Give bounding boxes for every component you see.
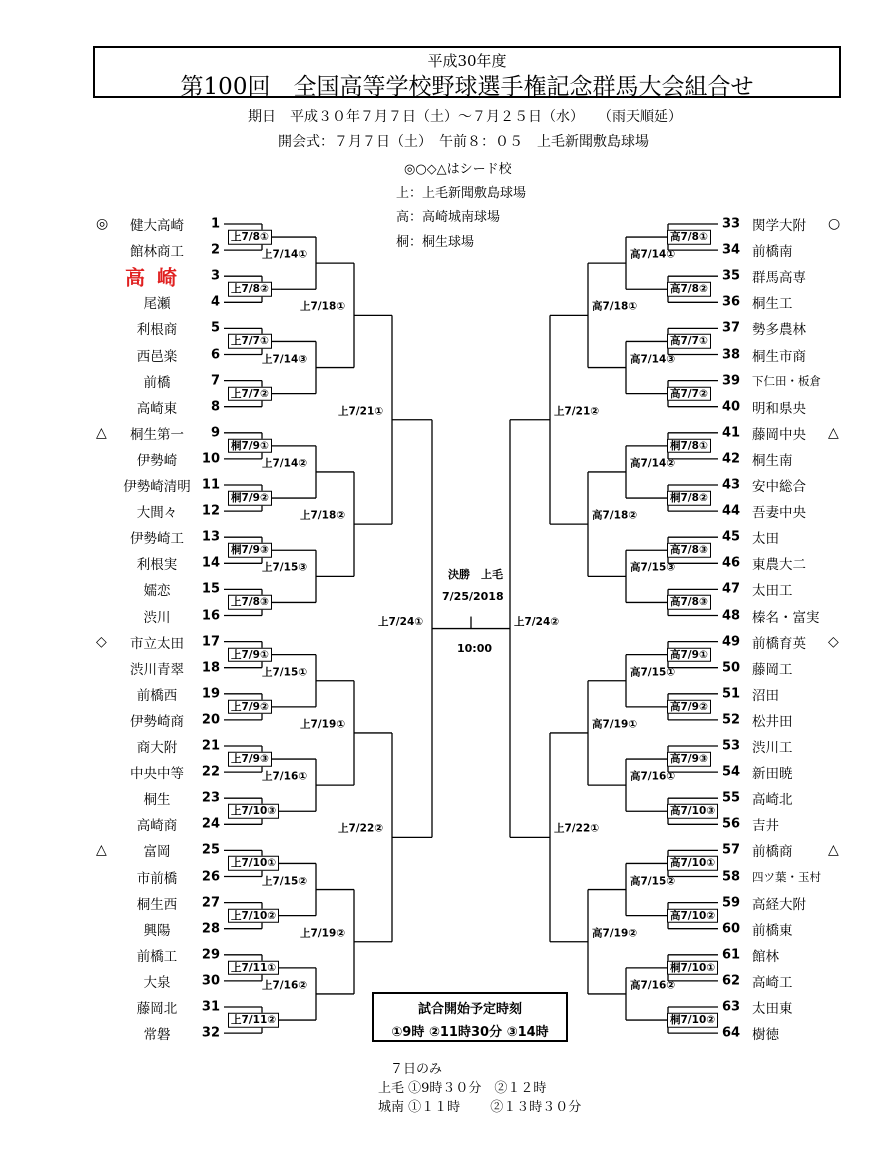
team-number: 55 — [722, 790, 741, 806]
team-number: 42 — [722, 451, 741, 467]
team-name: 伊勢崎 — [136, 452, 178, 469]
team-number: 44 — [722, 503, 741, 519]
match-label: 高7/18① — [592, 300, 638, 313]
match-label: 高7/16① — [630, 770, 676, 783]
team-number: 35 — [722, 268, 741, 284]
team-number: 9 — [210, 425, 220, 441]
match-label: 上7/19① — [300, 718, 346, 731]
team-name: 嬬恋 — [143, 583, 171, 600]
team-name: 館林商工 — [130, 244, 184, 261]
stadium-legend: 桐：桐生球場 — [396, 235, 475, 250]
match-label: 上7/9③ — [228, 752, 272, 767]
team-name: 前橋育英 — [752, 635, 806, 652]
team-number: 28 — [201, 921, 220, 937]
team-name: 渋川青翠 — [130, 661, 184, 678]
team-name: 太田 — [752, 531, 779, 548]
team-name: 群馬高専 — [752, 270, 806, 287]
match-label: 高7/14③ — [630, 353, 676, 366]
match-label: 上7/18① — [300, 300, 346, 313]
team-name: 勢多農林 — [752, 322, 806, 339]
match-label: 上7/10② — [228, 908, 279, 923]
team-name: 太田工 — [752, 583, 793, 600]
team-number: 46 — [722, 555, 741, 571]
team-number: 30 — [201, 973, 220, 989]
match-label: 桐7/9② — [228, 491, 272, 506]
team-number: 50 — [722, 660, 741, 676]
team-name: 伊勢崎清明 — [123, 479, 191, 495]
match-label: 桐7/9① — [228, 439, 272, 454]
team-number: 15 — [201, 581, 220, 597]
team-name: 桐生市商 — [752, 348, 806, 365]
match-label: 高7/18② — [592, 509, 638, 522]
match-label: 高7/14① — [630, 248, 676, 261]
match-label: 高7/7① — [667, 334, 711, 349]
team-name: 下仁田・板倉 — [752, 373, 821, 388]
team-number: 36 — [722, 294, 741, 310]
team-number: 20 — [201, 712, 220, 728]
team-name: 桐生西 — [136, 896, 178, 913]
team-name: 高崎商 — [136, 818, 178, 835]
note-line: 上毛 ①9時３０分 ②１２時 — [378, 1081, 547, 1096]
team-number: 40 — [722, 399, 741, 415]
team-number: 61 — [722, 947, 741, 963]
team-name: 伊勢崎商 — [130, 713, 184, 730]
match-label: 高7/15③ — [630, 561, 676, 574]
seed-mark: ○ — [828, 216, 841, 232]
team-number: 33 — [722, 216, 741, 232]
note-line: 城南 ①１１時 ②１３時３０分 — [378, 1100, 582, 1115]
team-number: 23 — [201, 790, 220, 806]
team-name: 大間々 — [136, 505, 178, 522]
match-label: 高7/8① — [667, 230, 711, 245]
team-name: 前橋商 — [752, 844, 793, 861]
team-name: 太田東 — [752, 1001, 793, 1017]
team-number: 31 — [201, 999, 220, 1015]
team-number: 14 — [201, 555, 220, 571]
team-name: 沼田 — [752, 687, 779, 704]
match-label: 高7/19② — [592, 927, 638, 940]
match-label: 高7/10③ — [667, 804, 718, 819]
match-label: 高7/15① — [630, 666, 676, 679]
page-title: 第100回 全国高等学校野球選手権記念群馬大会組合せ — [180, 74, 754, 100]
team-number: 11 — [201, 477, 220, 493]
team-number: 6 — [210, 347, 220, 362]
team-number: 10 — [201, 451, 220, 467]
team-number: 19 — [201, 686, 220, 702]
team-number: 38 — [722, 347, 741, 362]
team-number: 1 — [210, 216, 220, 232]
team-name: 桐生南 — [752, 452, 793, 469]
match-label: 上7/22② — [338, 822, 384, 835]
team-number: 63 — [722, 999, 741, 1015]
team-name: 吾妻中央 — [752, 505, 806, 522]
team-name: 東農大二 — [752, 557, 806, 574]
team-number: 59 — [722, 895, 741, 911]
match-label: 高7/9③ — [667, 752, 711, 767]
match-label: 高7/8③ — [667, 595, 711, 610]
match-label: 上7/14① — [262, 248, 308, 261]
match-label: 上7/10③ — [228, 804, 279, 819]
team-name: 常磐 — [143, 1027, 171, 1044]
team-number: 64 — [722, 1025, 741, 1041]
match-label: 上7/8② — [228, 282, 272, 297]
match-label: 上7/16② — [262, 979, 308, 992]
team-name: 商大附 — [136, 740, 178, 756]
match-label: 上7/7① — [228, 334, 272, 349]
team-number: 25 — [201, 842, 220, 858]
match-label: 上7/7② — [228, 386, 272, 401]
opening-ceremony: 開会式：７月７日（土） 午前８：０５ 上毛新聞敷島球場 — [278, 134, 649, 150]
match-label: 上7/9① — [228, 647, 272, 662]
match-label: 上7/16① — [262, 770, 308, 783]
team-name: 興陽 — [143, 922, 171, 939]
match-label: 桐7/9③ — [228, 543, 272, 558]
match-label: 高7/9② — [667, 700, 711, 715]
match-label: 上7/22① — [554, 822, 600, 835]
team-name: 中央中等 — [130, 766, 184, 783]
final-time: 10:00 — [457, 642, 493, 655]
match-label: 上7/21② — [554, 405, 600, 418]
team-number: 58 — [722, 869, 741, 884]
team-name: 桐生工 — [752, 296, 793, 313]
team-number: 4 — [210, 294, 220, 310]
stadium-legend: 高：高崎城南球場 — [396, 210, 501, 225]
tournament-dates: 期日 平成３０年７月７日（土）～７月２５日（水） （雨天順延） — [248, 109, 682, 125]
team-number: 12 — [201, 503, 220, 519]
team-number: 16 — [201, 608, 220, 623]
seed-mark: ◎ — [96, 216, 109, 232]
team-name: 前橋東 — [752, 922, 793, 939]
team-name: 榛名・富実 — [752, 609, 820, 626]
team-name: 藤岡工 — [752, 661, 793, 678]
note-line: ７日のみ — [390, 1062, 443, 1077]
match-label: 上7/11① — [228, 961, 279, 976]
team-name: 前橋工 — [136, 948, 178, 965]
team-name: 大泉 — [143, 974, 171, 991]
stadium-legend: 上：上毛新聞敷島球場 — [396, 186, 527, 201]
team-name: 吉井 — [752, 818, 779, 835]
team-name: 市前橋 — [136, 870, 178, 887]
team-number: 60 — [722, 921, 741, 937]
match-label: 上7/15② — [262, 875, 308, 888]
team-number: 54 — [722, 764, 741, 780]
match-label: 高7/10① — [667, 856, 718, 871]
team-number: 21 — [201, 738, 220, 754]
team-name: 桐生第一 — [130, 426, 184, 443]
match-label: 上7/15① — [262, 666, 308, 679]
team-name: 市立太田 — [130, 635, 184, 652]
team-number: 47 — [722, 581, 741, 597]
team-number: 7 — [210, 373, 220, 389]
match-label: 上7/21① — [338, 405, 384, 418]
match-label: 上7/9② — [228, 700, 272, 715]
match-label: 高7/9① — [667, 647, 711, 662]
team-number: 53 — [722, 738, 741, 754]
team-number: 51 — [722, 686, 741, 702]
team-name: 健大高崎 — [130, 218, 184, 234]
final-title: 決勝 上毛 — [448, 568, 503, 581]
team-number: 49 — [722, 634, 741, 650]
match-label: 上7/10① — [228, 856, 279, 871]
seed-note: ◎○◇△はシード校 — [404, 162, 512, 177]
team-name: 利根実 — [136, 557, 178, 574]
match-label: 桐7/10② — [667, 1013, 718, 1028]
final-date: 7/25/2018 — [442, 590, 504, 603]
team-name: 高経大附 — [752, 896, 806, 913]
team-number: 37 — [722, 320, 741, 336]
seed-mark: ◇ — [96, 633, 107, 650]
team-number: 8 — [210, 399, 220, 415]
team-name: 渋川 — [143, 609, 171, 626]
team-name: 四ツ葉・玉村 — [752, 869, 821, 884]
team-name: 前橋 — [143, 374, 171, 391]
team-name: 藤岡北 — [136, 1001, 178, 1017]
team-number: 41 — [722, 425, 741, 441]
match-label: 上7/14③ — [262, 353, 308, 366]
team-number: 5 — [210, 320, 220, 336]
match-label: 上7/8③ — [228, 595, 272, 610]
seed-mark: △ — [96, 842, 107, 859]
team-number: 39 — [722, 373, 741, 389]
team-number: 17 — [201, 634, 220, 650]
team-name: 伊勢崎工 — [130, 531, 184, 548]
team-number: 13 — [201, 529, 220, 545]
match-label: 上7/14② — [262, 457, 308, 470]
seed-mark: △ — [828, 424, 839, 441]
team-number: 62 — [722, 973, 741, 989]
team-number: 48 — [722, 608, 741, 623]
start-time-box — [372, 992, 568, 1042]
start-time-values: ①9時 ②11時30分 ③14時 — [391, 1025, 549, 1040]
team-name: 高崎東 — [136, 400, 178, 417]
match-label: 高7/14② — [630, 457, 676, 470]
team-number: 26 — [201, 869, 220, 884]
team-number: 29 — [201, 947, 220, 963]
team-number: 43 — [722, 477, 741, 493]
match-label: 高7/10② — [667, 908, 718, 923]
team-name: 安中総合 — [752, 479, 806, 495]
match-label: 高7/8③ — [667, 543, 711, 558]
team-number: 2 — [210, 242, 220, 258]
seed-mark: ◇ — [828, 633, 839, 650]
team-name: 高崎北 — [752, 792, 793, 809]
match-label: 高7/19① — [592, 718, 638, 731]
team-name: 関学大附 — [752, 218, 806, 234]
match-label: 高7/15② — [630, 875, 676, 888]
match-label: 上7/15③ — [262, 561, 308, 574]
match-label: 桐7/8① — [667, 439, 711, 454]
title-year: 平成30年度 — [427, 52, 507, 70]
team-name: 渋川工 — [752, 740, 793, 756]
team-number: 57 — [722, 842, 741, 858]
team-name: 藤岡中央 — [752, 426, 806, 443]
match-label: 高7/7② — [667, 386, 711, 401]
team-number: 22 — [201, 764, 220, 780]
match-label: 上7/19② — [300, 927, 346, 940]
seed-mark: △ — [96, 424, 107, 441]
team-number: 3 — [210, 268, 220, 284]
team-number: 45 — [722, 529, 741, 545]
team-number: 56 — [722, 816, 741, 832]
team-name: 尾瀬 — [143, 296, 171, 313]
team-number: 24 — [201, 816, 220, 832]
team-number: 32 — [201, 1025, 220, 1041]
match-label: 上7/11② — [228, 1013, 279, 1028]
seed-mark: △ — [828, 842, 839, 859]
match-label: 桐7/10① — [667, 961, 718, 976]
team-name: 館林 — [752, 948, 779, 965]
team-name: 松井田 — [752, 713, 793, 730]
match-label: 上7/24① — [378, 615, 424, 628]
team-name: 西邑楽 — [136, 348, 178, 365]
team-name: 新田暁 — [752, 766, 793, 783]
start-time-title: 試合開始予定時刻 — [417, 1002, 522, 1017]
team-name: 高崎工 — [752, 974, 793, 991]
match-label: 高7/8② — [667, 282, 711, 297]
team-name: 高崎 — [125, 265, 189, 290]
match-label: 上7/18② — [300, 509, 346, 522]
team-number: 34 — [722, 242, 741, 258]
team-name: 富岡 — [143, 844, 171, 861]
team-name: 桐生 — [143, 792, 171, 809]
team-name: 前橋西 — [136, 687, 178, 704]
match-label: 桐7/8② — [667, 491, 711, 506]
team-name: 利根商 — [136, 322, 178, 339]
team-name: 前橋南 — [752, 244, 793, 261]
match-label: 上7/8① — [228, 230, 272, 245]
team-number: 18 — [201, 660, 220, 676]
team-number: 27 — [201, 895, 220, 911]
match-label: 上7/24② — [514, 615, 560, 628]
team-name: 樹徳 — [752, 1027, 779, 1044]
team-name: 明和県央 — [752, 400, 806, 417]
match-label: 高7/16② — [630, 979, 676, 992]
team-number: 52 — [722, 712, 741, 728]
